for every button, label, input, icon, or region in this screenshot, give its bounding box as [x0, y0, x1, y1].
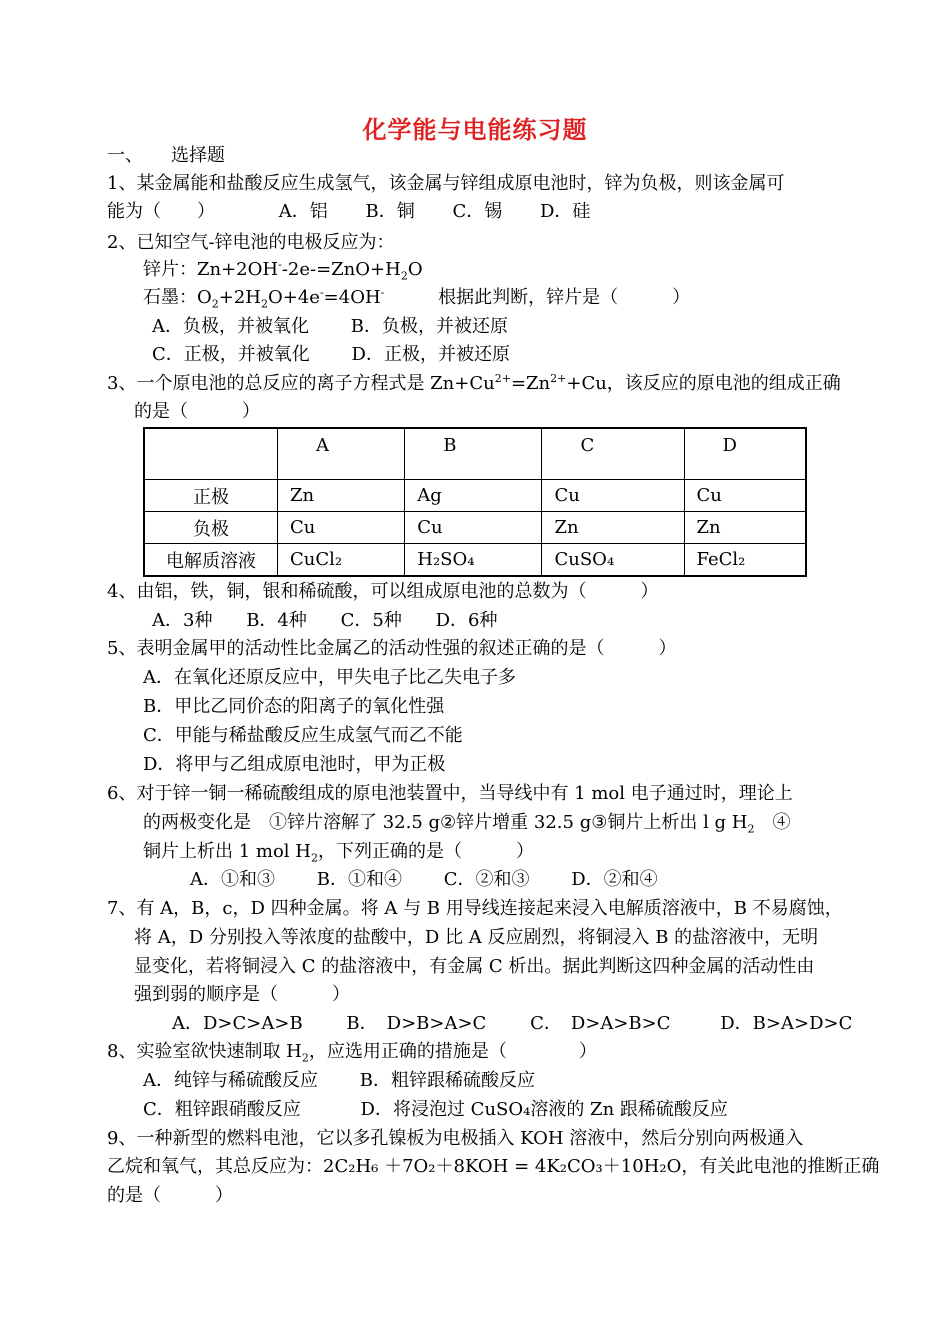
table-cell: H₂SO₄ [405, 544, 542, 577]
question-9-line-1: 9、一种新型的燃料电池，它以多孔镍板为电极插入 KOH 溶液中，然后分别向两极通入 [107, 1128, 804, 1149]
zinc-reaction-end: O [407, 259, 423, 280]
question-8-option-a: A．纯锌与稀硫酸反应 [143, 1070, 318, 1091]
question-6-option-c: C．②和③ [443, 869, 530, 890]
subscript: 2 [301, 1051, 309, 1065]
question-6-options [190, 866, 658, 894]
table-cell: Zn [278, 480, 405, 512]
question-2-options-row-2 [152, 341, 510, 369]
question-5-option-c: C．甲能与稀盐酸反应生成氢气而乙不能 [143, 725, 463, 746]
question-2-stem: 根据此判断，锌片是（ ） [438, 287, 691, 308]
subscript: 2 [310, 851, 318, 865]
row-label-negative: 负极 [144, 512, 278, 544]
zinc-reaction-mid: -2e-=ZnO+H [281, 259, 401, 280]
section-number: 一、 [107, 145, 143, 166]
question-7-option-a: A．D>C>A>B [172, 1013, 303, 1034]
charge: - [319, 286, 324, 299]
table-header-a: A [278, 428, 405, 480]
question-1-option-a: A．铝 [278, 201, 328, 222]
question-6-line-2 [143, 809, 791, 837]
question-1-option-d: D．硅 [539, 201, 591, 222]
question-6-line-1: 6、对于锌一铜一稀硫酸组成的原电池装置中，当导线中有 1 mol 电子通过时，理论上 [107, 783, 793, 804]
table-cell: FeCl₂ [684, 544, 806, 577]
question-7-line-3: 显变化，若将铜浸入 C 的盐溶液中，有金属 C 析出。据此判断这四种金属的活动性由 [134, 956, 815, 977]
question-8-option-d: D．将浸泡过 CuSO₄溶液的 Zn 跟稀硫酸反应 [360, 1099, 728, 1120]
table-cell: Zn [542, 512, 684, 544]
table-header-c: C [542, 428, 684, 480]
question-2-options-row-1 [152, 313, 508, 341]
question-2-option-a: A．负极，并被氧化 [152, 316, 309, 337]
question-9-line-2: 乙烷和氧气，其总反应为：2C₂H₆ ＋7O₂＋8KOH = 4K₂CO₃＋10H₂O，有关此电池的推断正确 [107, 1156, 880, 1177]
table-cell: Cu [278, 512, 405, 544]
question-8-text: 8、实验室欲快速制取 H [107, 1041, 302, 1062]
question-5-option-b: B．甲比乙同价态的阳离子的氧化性强 [143, 696, 445, 717]
question-7-line-1: 7、有 A，B，c，D 四种金属。将 A 与 B 用导线连接起来浸入电解质溶液中，B 不易腐蚀， [107, 898, 843, 919]
question-8-option-b: B．粗锌跟稀硫酸反应 [359, 1070, 535, 1091]
question-5-option-d: D．将甲与乙组成原电池时，甲为正极 [143, 754, 446, 775]
question-6-text: 铜片上析出 1 mol H [143, 841, 311, 862]
table-cell: Cu [542, 480, 684, 512]
question-4-option-b: B．4种 [246, 610, 307, 631]
question-3-text: =Zn [510, 373, 551, 394]
question-6-option-a: A．①和③ [190, 869, 275, 890]
question-2-option-d: D．正极，并被还原 [351, 344, 510, 365]
question-1-option-c: C．锡 [452, 201, 503, 222]
charge: 2+ [550, 372, 567, 385]
table-cell: Cu [405, 512, 542, 544]
question-3-line-2: 的是（ ） [134, 401, 260, 422]
zinc-label: 锌片：Zn+2OH [143, 259, 279, 280]
question-4-option-a: A．3种 [152, 610, 213, 631]
section-heading [107, 142, 225, 170]
question-6-text: ，下列正确的是（ ） [317, 841, 534, 862]
page-title: 化学能与电能练习题 [362, 115, 588, 144]
question-7-option-c: C． D>A>B>C [530, 1013, 671, 1034]
question-2-graphite-reaction [143, 284, 690, 312]
subscript: 2 [400, 269, 408, 283]
table-cell: CuSO₄ [542, 544, 684, 577]
table-cell: Zn [684, 512, 806, 544]
subscript: 2 [211, 297, 219, 311]
question-2-option-b: B．负极，并被还原 [350, 316, 508, 337]
question-9-line-3: 的是（ ） [107, 1185, 233, 1206]
question-6-option-d: D．②和④ [571, 869, 658, 890]
question-8-option-c: C．粗锌跟硝酸反应 [143, 1099, 301, 1120]
question-2-zinc-reaction [143, 256, 423, 284]
question-2-line-1: 2、已知空气-锌电池的电极反应为： [107, 232, 395, 253]
question-1-option-b: B．铜 [365, 201, 415, 222]
question-7-line-4: 强到弱的顺序是（ ） [134, 984, 350, 1005]
question-7-options [172, 1010, 852, 1038]
question-3-line-1 [107, 370, 841, 398]
question-7-option-d: D．B>A>D>C [720, 1013, 853, 1034]
question-3-text: 3、一个原电池的总反应的离子方程式是 Zn+Cu [107, 373, 495, 394]
table-corner [144, 428, 278, 480]
row-label-electrolyte: 电解质溶液 [144, 544, 278, 577]
question-1-line-2 [107, 198, 590, 226]
question-2-option-c: C．正极，并被氧化 [152, 344, 310, 365]
question-1-line-1: 1、某金属能和盐酸反应生成氢气，该金属与锌组成原电池时，锌为负极，则该金属可 [107, 173, 785, 194]
question-8-options-row-2 [143, 1096, 728, 1124]
question-3-text: +Cu，该反应的原电池的组成正确 [566, 373, 841, 394]
table-row [144, 480, 806, 512]
table-header-b: B [405, 428, 542, 480]
question-4-option-c: C．5种 [340, 610, 402, 631]
question-4-options [152, 607, 497, 635]
question-8-options-row-1 [143, 1067, 535, 1095]
question-6-text: 的两极变化是 ①锌片溶解了 32.5 g②锌片增重 32.5 g③铜片上析出 l g H [143, 812, 748, 833]
question-8-line-1 [107, 1038, 597, 1066]
graphite-label: 石墨：O [143, 287, 212, 308]
question-5-option-a: A．在氧化还原反应中，甲失电子比乙失电子多 [143, 667, 516, 688]
question-4-line-1: 4、由铝，铁，铜，银和稀硫酸，可以组成原电池的总数为（ ） [107, 581, 659, 602]
table-header-row [144, 428, 806, 480]
question-6-option-b: B．①和④ [316, 869, 402, 890]
question-7-line-2: 将 A，D 分别投入等浓度的盐酸中，D 比 A 反应剧烈，将铜浸入 B 的盐溶液中，无明 [134, 927, 819, 948]
section-label: 选择题 [171, 145, 225, 166]
question-5-line-1: 5、表明金属甲的活动性比金属乙的活动性强的叙述正确的是（ ） [107, 638, 677, 659]
charge: 2+ [494, 372, 511, 385]
charge: - [278, 258, 282, 271]
table-row [144, 512, 806, 544]
question-6-text: ④ [754, 812, 791, 833]
question-6-line-3 [143, 838, 534, 866]
question-7-option-b: B． D>B>A>C [346, 1013, 487, 1034]
table-cell: CuCl₂ [278, 544, 405, 577]
table-header-d: D [684, 428, 806, 480]
subscript: 2 [261, 297, 268, 311]
table-cell: Ag [405, 480, 542, 512]
question-8-text: ，应选用正确的措施是（ ） [308, 1041, 597, 1062]
battery-composition-table [143, 427, 807, 577]
graphite-part: =4OH [323, 287, 381, 308]
question-1-stem-end: 能为（ ） [107, 201, 215, 222]
table-cell: Cu [684, 480, 806, 512]
charge: - [380, 286, 385, 299]
graphite-part: O+4e [268, 287, 320, 308]
table-row [144, 544, 806, 577]
row-label-positive: 正极 [144, 480, 278, 512]
graphite-part: +2H [218, 287, 261, 308]
question-4-option-d: D．6种 [435, 610, 498, 631]
subscript: 2 [747, 822, 755, 836]
